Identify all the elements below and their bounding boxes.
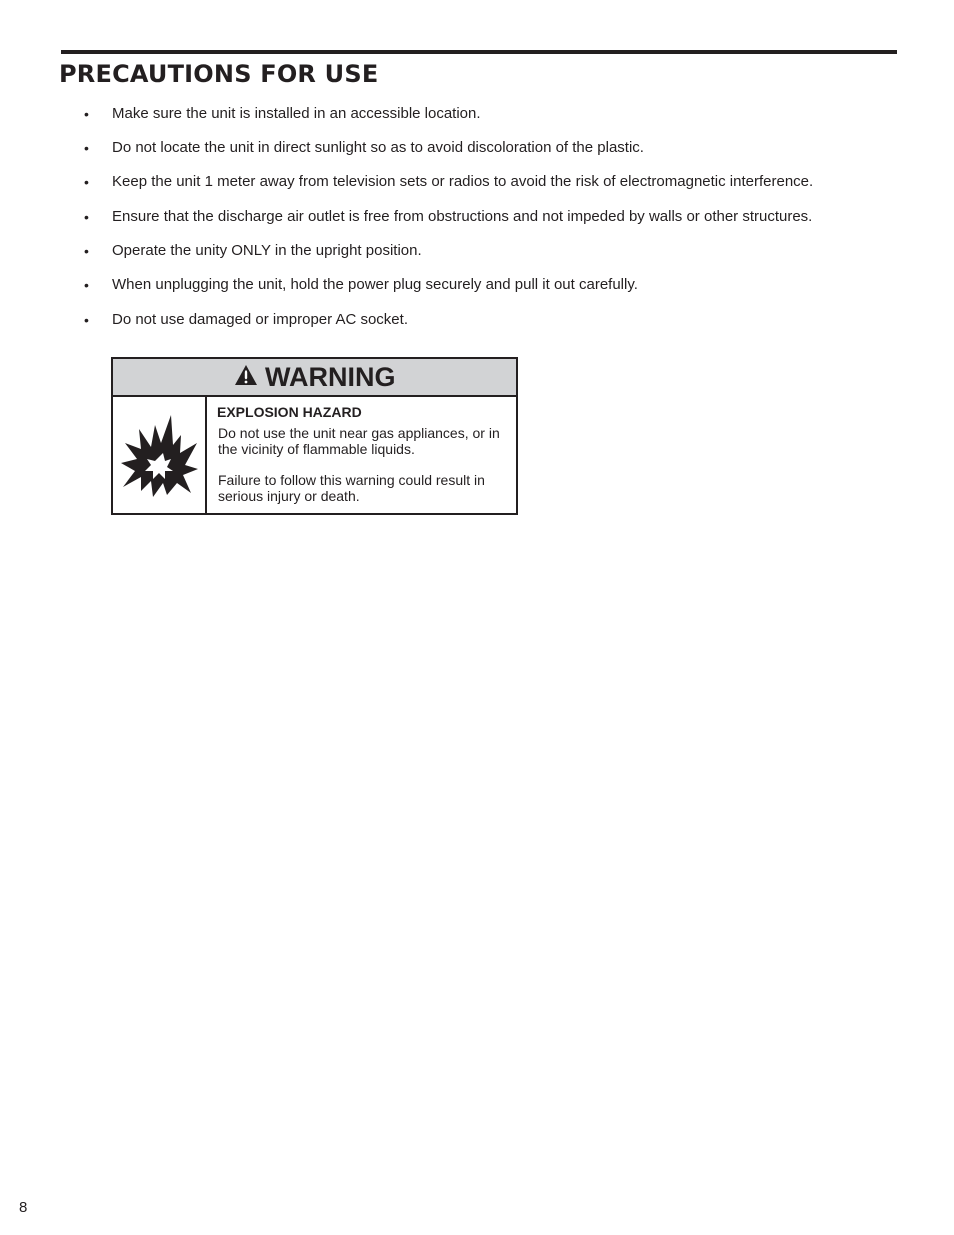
list-item-text: Do not use damaged or improper AC socket. xyxy=(112,311,408,328)
list-item xyxy=(84,104,904,124)
hazard-description: Do not use the unit near gas appliances, or in the vicinity of flammable liquids. xyxy=(218,425,500,457)
hazard-text-cell xyxy=(207,397,516,513)
warning-title: WARNING xyxy=(264,362,396,392)
bullet-icon: • xyxy=(84,106,89,122)
hazard-consequence: Failure to follow this warning could result in serious injury or death. xyxy=(218,472,485,504)
list-item xyxy=(84,207,904,227)
list-item-text: Ensure that the discharge air outlet is free from obstructions and not impeded by walls or other structures. xyxy=(112,208,813,225)
explosion-icon xyxy=(119,413,199,497)
list-item-text: Operate the unity ONLY in the upright position. xyxy=(112,242,422,259)
section-title: PRECAUTIONS FOR USE xyxy=(59,60,379,88)
list-item-text: Keep the unit 1 meter away from television sets or radios to avoid the risk of electromagnetic interference. xyxy=(112,173,814,190)
list-item xyxy=(84,310,904,330)
warning-body xyxy=(113,397,516,513)
list-item-text: Make sure the unit is installed in an accessible location. xyxy=(112,105,481,122)
warning-box xyxy=(111,357,518,515)
list-item xyxy=(84,275,904,295)
warning-header-content xyxy=(234,362,396,392)
page-number: 8 xyxy=(19,1199,28,1216)
warning-header xyxy=(113,359,516,397)
list-item xyxy=(84,138,904,158)
bullet-icon: • xyxy=(84,174,89,190)
bullet-icon: • xyxy=(84,209,89,225)
header-rule xyxy=(61,50,897,54)
bullet-icon: • xyxy=(84,312,89,328)
list-item-text: When unplugging the unit, hold the power plug securely and pull it out carefully. xyxy=(112,276,638,293)
list-item xyxy=(84,241,904,261)
bullet-icon: • xyxy=(84,277,89,293)
warning-triangle-icon xyxy=(234,364,258,386)
bullet-icon: • xyxy=(84,140,89,156)
bullet-icon: • xyxy=(84,243,89,259)
hazard-icon-cell xyxy=(113,397,207,513)
hazard-title: EXPLOSION HAZARD xyxy=(217,404,362,420)
list-item-text: Do not locate the unit in direct sunlight so as to avoid discoloration of the plastic. xyxy=(112,139,644,156)
list-item xyxy=(84,172,904,192)
